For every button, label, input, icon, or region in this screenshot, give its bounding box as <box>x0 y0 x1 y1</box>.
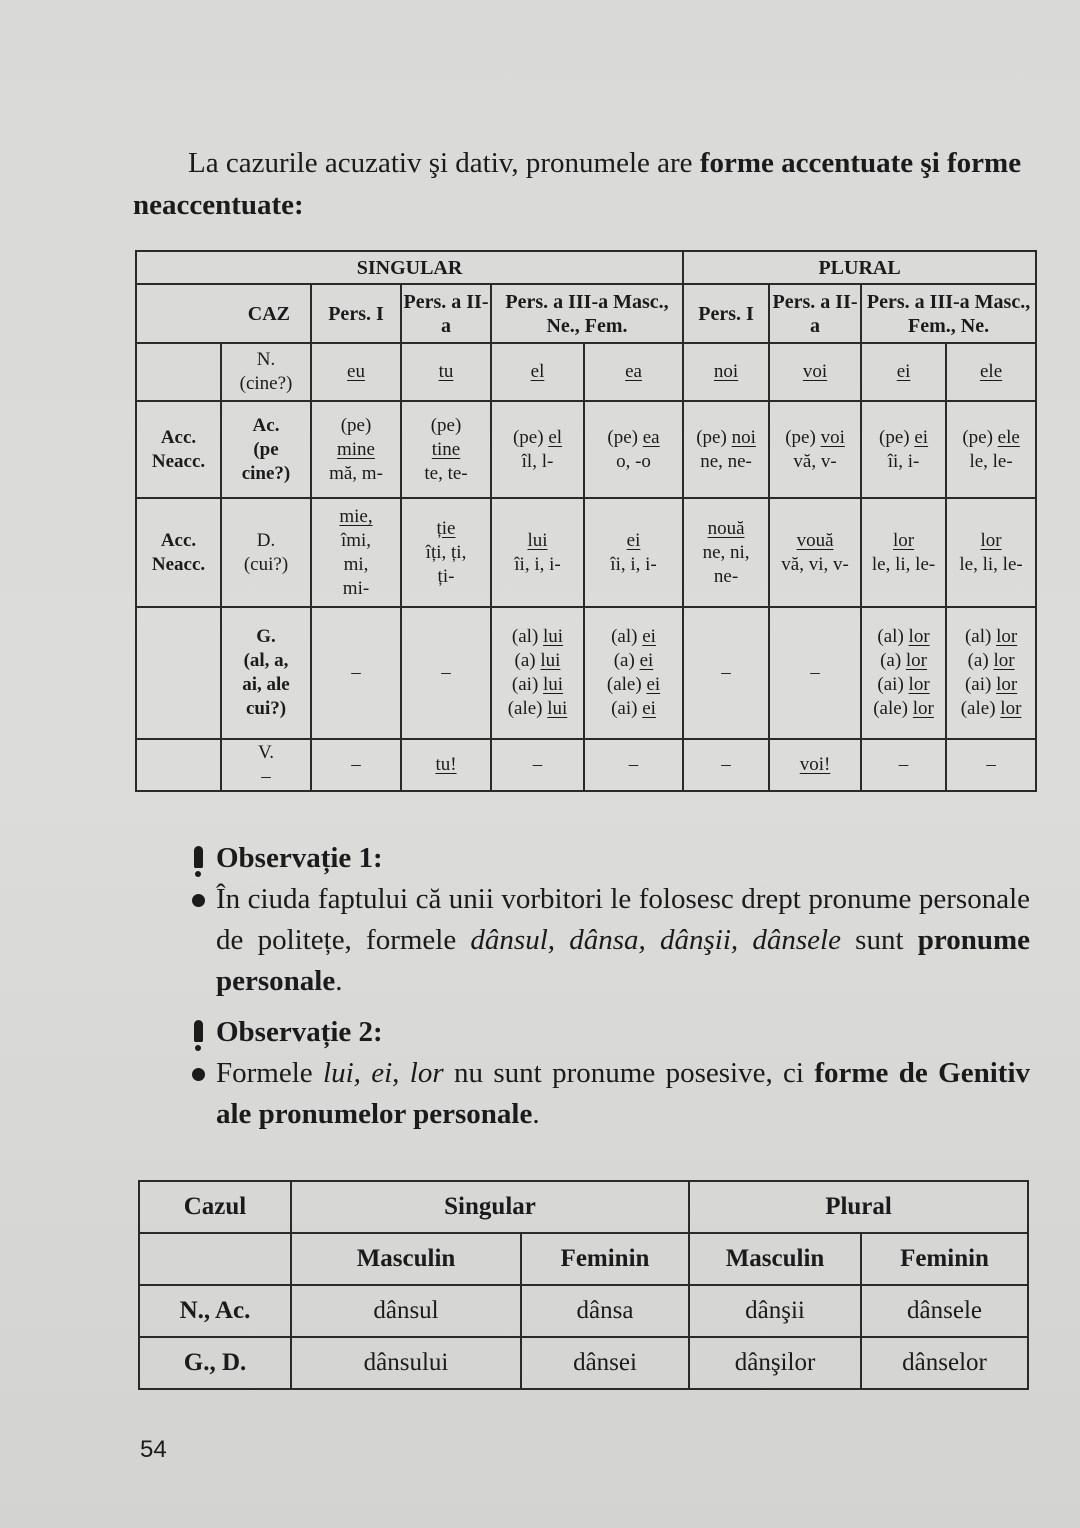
cell-line <box>947 753 1035 777</box>
stressed-form: lor <box>908 674 930 695</box>
stressed-form: lor <box>980 529 1002 551</box>
col-header: Pers. I <box>311 284 401 343</box>
plain-form: le, li, le- <box>959 553 1023 575</box>
form-cell <box>401 401 491 498</box>
plain-form: ne, ne- <box>700 450 752 472</box>
plain-form: le, li, le- <box>871 553 936 575</box>
plain-form: (al) <box>611 626 643 647</box>
cell-line <box>684 450 768 474</box>
cell-line <box>402 565 490 589</box>
cell-line <box>312 553 400 577</box>
cell: dânsei <box>521 1337 689 1389</box>
text: nu sunt pronume posesive, ci <box>443 1057 815 1089</box>
cell-line <box>862 697 945 721</box>
observation-2-title: Observație 2: <box>190 1012 1030 1053</box>
cell-line: (cui?) <box>243 553 289 575</box>
form-cell <box>861 739 946 791</box>
cell-line <box>947 450 1035 474</box>
plain-form: (pe) <box>879 426 915 448</box>
cell: dânşilor <box>689 1337 861 1389</box>
plain-form: (ale) <box>606 674 647 695</box>
form-cell <box>491 343 584 401</box>
cell-line <box>947 649 1035 673</box>
cell-line <box>312 414 400 438</box>
table-row <box>139 1337 1028 1389</box>
table-row <box>136 401 1036 498</box>
stressed-form: ei <box>626 529 641 551</box>
form-cell <box>311 401 401 498</box>
observation-1-body <box>190 879 1030 1002</box>
cell-line <box>402 438 490 462</box>
cell-line <box>312 529 400 553</box>
cell: dânsului <box>291 1337 521 1389</box>
caz-header: CAZ <box>136 284 311 343</box>
plural-header: PLURAL <box>683 251 1036 284</box>
cell-line <box>770 753 860 777</box>
plain-form: – <box>351 754 361 775</box>
form-cell <box>401 498 491 607</box>
stressed-form: ei <box>642 698 656 719</box>
plain-form: (ai) <box>877 674 909 695</box>
cell-line <box>947 529 1035 553</box>
observation-1-title: Observație 1: <box>190 838 1030 879</box>
col-header: Pers. a III-a Masc., Fem., Ne. <box>861 284 1036 343</box>
singular-header: SINGULAR <box>136 251 683 284</box>
cell-line: cui?) <box>245 698 287 719</box>
form-cell <box>491 401 584 498</box>
cell-line <box>492 649 583 673</box>
cell-line: Neacc. <box>151 553 206 575</box>
plain-form: (ai) <box>964 674 997 695</box>
form-cell <box>861 498 946 607</box>
stressed-form: ei <box>914 426 929 448</box>
plain-form: – <box>986 754 996 775</box>
form-cell <box>401 343 491 401</box>
plain-form: (ai) <box>611 698 643 719</box>
cazul-header: Cazul <box>139 1181 291 1233</box>
stressed-form: tu <box>438 361 454 382</box>
intro-text: La cazurile acuzativ şi dativ, pronumele are <box>188 147 700 179</box>
cell-line <box>585 426 682 450</box>
cell-line <box>585 649 682 673</box>
stressed-form: el <box>548 426 563 448</box>
stressed-form: lor <box>912 698 934 719</box>
cell-line: G. <box>256 626 276 647</box>
form-cell <box>946 607 1036 739</box>
cell-line: Neacc. <box>151 450 206 472</box>
cell-line: cine?) <box>241 462 291 484</box>
plain-form: – <box>810 662 820 683</box>
cell-line: (al, a, <box>243 650 289 671</box>
cell-line <box>402 462 490 486</box>
italic-text: dânsul, dânsa, dânşii, dânsele <box>470 924 841 956</box>
form-cell <box>683 498 769 607</box>
plain-form: (pe) <box>696 426 732 448</box>
case-cell <box>221 498 311 607</box>
plain-form: (a) <box>613 650 640 671</box>
stressed-form: lui <box>540 650 561 671</box>
form-cell <box>311 343 401 401</box>
cell-line <box>770 553 860 577</box>
cell-line <box>684 517 768 541</box>
stressed-form: noi <box>713 361 739 382</box>
case-cell: G., D. <box>139 1337 291 1389</box>
stressed-form: eu <box>347 361 365 382</box>
form-cell <box>491 607 584 739</box>
cell-line <box>402 360 490 384</box>
singular-header: Singular <box>291 1181 689 1233</box>
plain-form: (pe) <box>512 426 549 448</box>
empty-cell <box>139 1233 291 1285</box>
cell-line <box>947 426 1035 450</box>
subheader: Feminin <box>861 1233 1028 1285</box>
cell-line <box>585 529 682 553</box>
form-cell <box>946 498 1036 607</box>
form-cell <box>769 498 861 607</box>
stressed-form: ea <box>642 426 660 448</box>
cell-line <box>684 426 768 450</box>
plain-form: – <box>628 754 639 775</box>
cell-line <box>312 577 400 601</box>
plain-form: (pe) <box>340 414 372 436</box>
form-cell <box>491 739 584 791</box>
cell-line: ai, ale <box>242 674 290 695</box>
table-row <box>136 607 1036 739</box>
stressed-form: mie, <box>339 505 373 527</box>
cell-line <box>492 450 583 474</box>
observation-1 <box>190 838 1030 1002</box>
plain-form: – <box>441 662 451 683</box>
stressed-form: ea <box>625 361 642 382</box>
plain-form: îi, i- <box>887 450 920 472</box>
plain-form: (al) <box>877 626 909 647</box>
plain-form: ne, ni, <box>702 541 750 563</box>
form-cell <box>946 343 1036 401</box>
stressed-form: tu! <box>435 754 457 775</box>
cell-line <box>684 360 768 384</box>
plain-form: îl, l- <box>521 450 554 472</box>
cell-line <box>492 360 583 384</box>
text: În ciuda faptului că unii vorbitori le folosesc drept pronume personale de politețe, formele <box>216 883 1030 956</box>
cell-line <box>312 753 400 777</box>
cell-line <box>312 360 400 384</box>
table-row <box>136 739 1036 791</box>
col-header: Pers. a III-a Masc., Ne., Fem. <box>491 284 683 343</box>
cell-line <box>862 426 945 450</box>
stressed-form: lor <box>996 626 1018 647</box>
observation-2 <box>190 1012 1030 1135</box>
cell-line: N. <box>256 349 276 370</box>
form-cell <box>861 401 946 498</box>
plain-form: (ai) <box>511 674 544 695</box>
page-number: 54 <box>140 1436 167 1463</box>
plain-form: îmi, <box>340 529 372 551</box>
row-label-cell <box>136 739 221 791</box>
case-cell <box>221 401 311 498</box>
case-cell <box>221 607 311 739</box>
form-cell <box>946 401 1036 498</box>
cell-line <box>312 462 400 486</box>
cell-line <box>770 426 860 450</box>
cell-line <box>684 753 768 777</box>
stressed-form: lor <box>892 529 915 551</box>
cell-line <box>770 529 860 553</box>
form-cell <box>683 607 769 739</box>
cell-line <box>402 753 490 777</box>
form-cell <box>311 498 401 607</box>
cell-line <box>585 553 682 577</box>
cell-line <box>947 553 1035 577</box>
pronoun-declension-table <box>135 250 1037 792</box>
cell-line: V. <box>257 742 275 763</box>
cell-line <box>862 649 945 673</box>
cell-line <box>684 565 768 589</box>
cell-line: D. <box>256 529 276 551</box>
cell-line <box>862 625 945 649</box>
cell-line <box>585 450 682 474</box>
form-cell <box>584 401 683 498</box>
stressed-form: mine <box>337 438 375 460</box>
stressed-form: ție <box>436 517 456 539</box>
plain-form: (pe) <box>785 426 821 448</box>
cell-line <box>862 553 945 577</box>
intro-paragraph <box>133 142 1043 226</box>
table-row <box>136 343 1036 401</box>
bold-text: forme de Genitiv ale pronumelor personale <box>216 1057 1031 1130</box>
form-cell <box>401 739 491 791</box>
stressed-form: ele <box>979 361 1003 382</box>
stressed-form: lui <box>543 626 564 647</box>
plain-form: (ale) <box>873 698 913 719</box>
cell: dânsa <box>521 1285 689 1337</box>
plain-form: îi, i, i- <box>610 553 657 575</box>
cell-line <box>585 753 682 777</box>
plain-form: (ale) <box>507 698 548 719</box>
form-cell <box>769 401 861 498</box>
col-header: Pers. a II-a <box>769 284 861 343</box>
text: Formele <box>216 1057 324 1089</box>
plain-form: (pe) <box>962 426 998 448</box>
row-label-cell <box>136 401 221 498</box>
cell-line <box>684 661 768 685</box>
cell: dânsele <box>861 1285 1028 1337</box>
form-cell <box>311 739 401 791</box>
plain-form: vă, vi, v- <box>781 553 849 575</box>
form-cell <box>584 607 683 739</box>
subheader: Masculin <box>689 1233 861 1285</box>
stressed-form: voi! <box>799 754 831 775</box>
plain-form: mi- <box>342 577 370 599</box>
stressed-form: vouă <box>796 529 834 551</box>
bold-text: pronume personale <box>216 924 1030 997</box>
cell-line <box>312 661 400 685</box>
cell-line: (pe <box>253 438 279 460</box>
cell-line <box>492 673 583 697</box>
cell-line <box>312 438 400 462</box>
cell-line <box>862 450 945 474</box>
plain-form: (al) <box>511 626 544 647</box>
table-row <box>136 498 1036 607</box>
stressed-form: noi <box>731 426 756 448</box>
cell-line <box>585 697 682 721</box>
cell-line: Acc. <box>160 529 197 551</box>
subheader: Masculin <box>291 1233 521 1285</box>
politeness-pronoun-table <box>138 1180 1029 1390</box>
form-cell <box>584 739 683 791</box>
stressed-form: nouă <box>707 517 745 539</box>
plain-form: (pe) <box>607 426 643 448</box>
cell-line <box>402 661 490 685</box>
intro-bold: forme accentuate şi forme neaccentuate: <box>133 147 1022 221</box>
plain-form: (ale) <box>960 698 1001 719</box>
cell-line <box>492 553 583 577</box>
cell-line <box>585 673 682 697</box>
case-cell <box>221 343 311 401</box>
form-cell <box>861 607 946 739</box>
cell-line: – <box>261 766 271 787</box>
text: . <box>532 1098 540 1130</box>
stressed-form: lui <box>543 674 564 695</box>
cell-line <box>492 753 583 777</box>
form-cell <box>946 739 1036 791</box>
plain-form: – <box>898 754 909 775</box>
form-cell <box>683 343 769 401</box>
subheader: Feminin <box>521 1233 689 1285</box>
stressed-form: lor <box>905 650 928 671</box>
plain-form: mă, m- <box>329 462 383 484</box>
stressed-form: ei <box>896 361 911 382</box>
plain-form: – <box>532 754 543 775</box>
plain-form: – <box>351 662 361 683</box>
cell: dânsul <box>291 1285 521 1337</box>
plural-header: Plural <box>689 1181 1028 1233</box>
cell-line <box>862 529 945 553</box>
cell-line <box>947 360 1035 384</box>
cell: dânşii <box>689 1285 861 1337</box>
cell-line <box>402 517 490 541</box>
cell-line: Ac. <box>252 414 280 436</box>
cell-line <box>862 360 945 384</box>
stressed-form: ei <box>646 674 661 695</box>
plain-form: – <box>721 662 731 683</box>
cell-line <box>312 505 400 529</box>
cell-line <box>585 360 682 384</box>
form-cell <box>584 343 683 401</box>
cell-line <box>770 661 860 685</box>
stressed-form: ei <box>642 626 656 647</box>
cell-line <box>947 625 1035 649</box>
cell-line <box>947 697 1035 721</box>
row-label-cell <box>136 498 221 607</box>
plain-form: îi, i, i- <box>514 553 561 575</box>
cell-line <box>770 360 860 384</box>
cell-line <box>402 541 490 565</box>
stressed-form: lui <box>547 698 568 719</box>
form-cell <box>311 607 401 739</box>
observation-2-body <box>190 1053 1030 1135</box>
cell-line <box>402 414 490 438</box>
stressed-form: lor <box>993 650 1015 671</box>
cell: dânselor <box>861 1337 1028 1389</box>
form-cell <box>683 739 769 791</box>
plain-form: (a) <box>880 650 906 671</box>
plain-form: (a) <box>514 650 541 671</box>
plain-form: le, le- <box>969 450 1013 472</box>
form-cell <box>584 498 683 607</box>
form-cell <box>683 401 769 498</box>
plain-form: (a) <box>967 650 994 671</box>
stressed-form: lor <box>908 626 930 647</box>
stressed-form: voi <box>802 361 828 382</box>
cell-line: Acc. <box>160 426 197 448</box>
cell-line <box>492 697 583 721</box>
cell-line <box>862 673 945 697</box>
case-cell <box>221 739 311 791</box>
table-row <box>139 1285 1028 1337</box>
form-cell <box>769 343 861 401</box>
plain-form: – <box>721 754 731 775</box>
stressed-form: lui <box>527 529 548 551</box>
stressed-form: voi <box>820 426 845 448</box>
text: sunt <box>840 924 918 956</box>
plain-form: te, te- <box>424 462 468 484</box>
plain-form: (al) <box>964 626 997 647</box>
plain-form: mi, <box>343 553 369 575</box>
plain-form: o, -o <box>616 450 651 472</box>
form-cell <box>769 607 861 739</box>
col-header: Pers. a II-a <box>401 284 491 343</box>
plain-form: ți- <box>437 565 455 587</box>
cell-line <box>947 673 1035 697</box>
stressed-form: ele <box>997 426 1020 448</box>
cell-line <box>492 426 583 450</box>
plain-form: (pe) <box>430 414 462 436</box>
cell-line <box>862 753 945 777</box>
form-cell <box>861 343 946 401</box>
row-label-cell <box>136 607 221 739</box>
stressed-form: lor <box>1000 698 1022 719</box>
cell-line <box>492 625 583 649</box>
italic-text: lui, ei, lor <box>323 1057 444 1089</box>
col-header: Pers. I <box>683 284 769 343</box>
stressed-form: lor <box>996 674 1018 695</box>
plain-form: îți, ți, <box>425 541 467 563</box>
cell-line <box>492 529 583 553</box>
cell-line: (cine?) <box>239 373 293 394</box>
form-cell <box>401 607 491 739</box>
form-cell <box>491 498 584 607</box>
cell-line <box>770 450 860 474</box>
text: . <box>335 965 343 997</box>
cell-line <box>684 541 768 565</box>
case-cell: N., Ac. <box>139 1285 291 1337</box>
plain-form: ne- <box>713 565 739 587</box>
stressed-form: el <box>530 361 545 382</box>
row-label-cell <box>136 343 221 401</box>
plain-form: vă, v- <box>793 450 837 472</box>
form-cell <box>769 739 861 791</box>
stressed-form: ei <box>639 650 654 671</box>
cell-line <box>585 625 682 649</box>
stressed-form: tine <box>431 438 461 460</box>
